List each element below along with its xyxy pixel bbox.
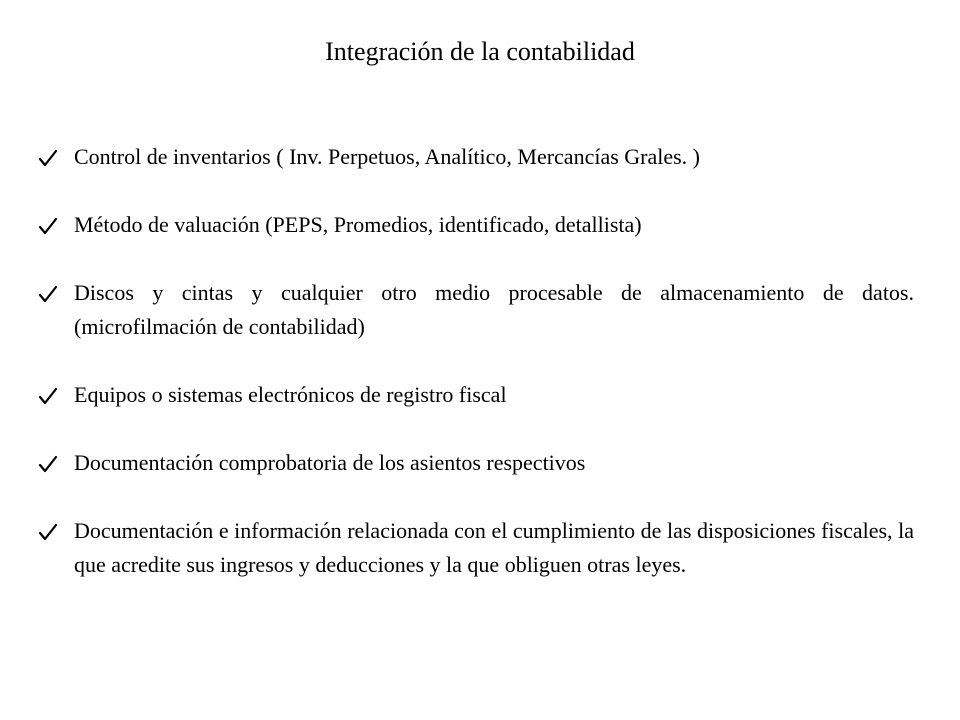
list-item [38, 514, 914, 582]
list-item-text: Control de inventarios ( Inv. Perpetuos, Analítico, Mercancías Grales. ) [74, 144, 701, 169]
list-item-text: Método de valuación (PEPS, Promedios, identificado, detallista) [74, 212, 642, 237]
bullet-list [38, 140, 914, 582]
list-item-text: Equipos o sistemas electrónicos de registro fiscal [74, 382, 507, 407]
check-icon [38, 284, 58, 304]
slide-title: Integración de la contabilidad [325, 37, 635, 66]
list-item-text: Documentación e información relacionada con el cumplimiento de las disposiciones fiscales, la que acredite sus ingresos y deducciones y la que obliguen otras leyes. [74, 518, 914, 577]
check-icon [38, 148, 58, 168]
list-item [38, 140, 914, 174]
check-icon [38, 216, 58, 236]
check-icon [38, 386, 58, 406]
list-item [38, 276, 914, 344]
list-item-text: Discos y cintas y cualquier otro medio procesable de almacenamiento de datos. (microfilmación de contabilidad) [74, 280, 914, 339]
check-icon [38, 454, 58, 474]
list-item [38, 446, 914, 480]
list-item-text: Documentación comprobatoria de los asientos respectivos [74, 450, 586, 475]
check-icon [38, 522, 58, 542]
list-item [38, 378, 914, 412]
list-item [38, 208, 914, 242]
